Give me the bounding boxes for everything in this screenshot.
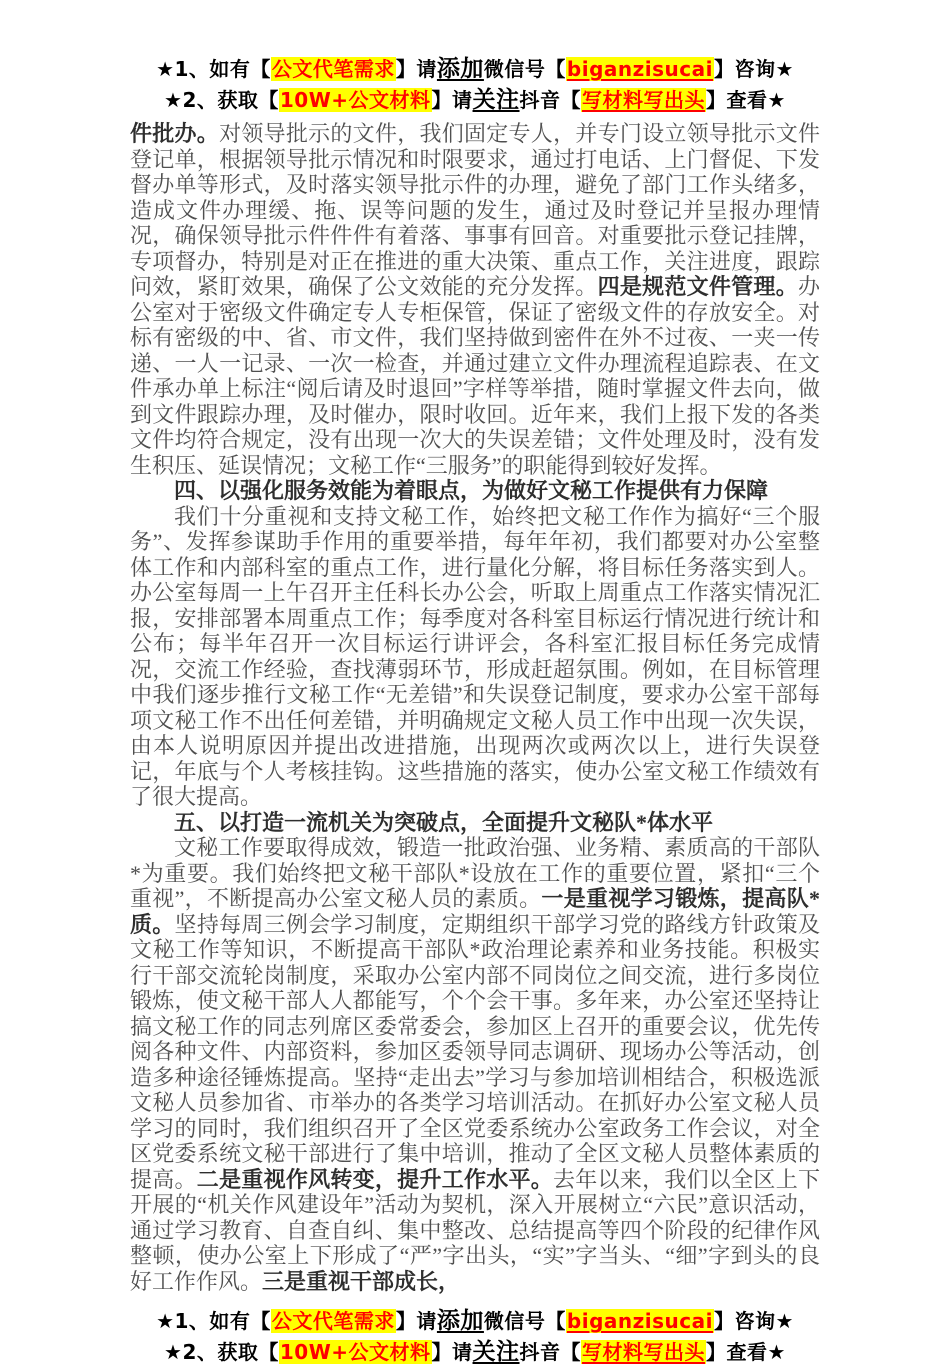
- section-heading-4: 四、以强化服务效能为着眼点，为做好文秘工作提供有力保障: [174, 478, 769, 503]
- ad2-douyin-id: 写材料写出头: [582, 88, 706, 112]
- section-5-paragraph: [130, 835, 820, 1294]
- ad1b-prefix: ★1、如有【: [156, 1309, 271, 1333]
- section-4-paragraph: 我们十分重视和支持文秘工作，始终把文秘工作作为搞好“三个服务”、发挥参谋助手作用的重要举措，每年年初，我们都要对办公室整体工作和内部科室的重点工作，进行量化分解，将目标任务落实到人。办公室每周一上午召开主任科长办公会，听取上周重点工作落实情况汇报，安排部署本周重点工作；每季度对各科室目标运行情况进行统计和公布；每半年召开一次目标运行讲评会，各科室汇报目标任务完成情况，交流工作经验，查找薄弱环节，形成赶超氛围。例如，在目标管理中我们逐步推行文秘工作“无差错”和失误登记制度，要求办公室干部每项文秘工作不出任何差错，并明确规定文秘人员工作中出现一次失误，由本人说明原因并提出改进措施，出现两次或两次以上，进行失误登记，年底与个人考核挂钩。这些措施的落实，使办公室文秘工作绩效有了很大提高。: [130, 503, 820, 809]
- ad1b-bracket: 】请: [395, 1309, 437, 1333]
- ad1-bracket: 】请: [395, 57, 437, 81]
- ad1-mid: 微信号【: [483, 57, 566, 81]
- ad-line-1-bottom: [130, 1306, 820, 1337]
- para3-bold-1: 一是重视学习锻炼，提高队*质。: [130, 886, 820, 937]
- ad-line-1: [130, 54, 820, 85]
- ad1-suffix: 】咨询★: [714, 57, 794, 81]
- para1-text-b: 办公室对于密级文件确定专人专柜保管，保证了密级文件的存放安全。对标有密级的中、省、市文件，我们坚持做到密件在外不过夜、一夹一传递、一人一记录、一次一检查，并通过建立文件办理流程追踪表、在文件承办单上标注“阅后请及时退回”字样等举措，随时掌握文件去向，做到文件跟踪办理，及时催办，限时收回。近年来，我们上报下发的各类文件均符合规定，没有出现一次大的失误差错；文件处理及时，没有发生积压、延误情况；文秘工作“三服务”的职能得到较好发挥。: [130, 274, 820, 478]
- ad1b-mid: 微信号【: [483, 1309, 566, 1333]
- ad2-highlight-material: 10W+公文材料: [279, 88, 431, 112]
- para1-text-a: 对领导批示的文件，我们固定专人，并专门设立领导批示文件登记单，根据领导批示情况和时限要求，通过打电话、上门督促、下发督办单等形式，及时落实领导批示件的办理，避免了部门工作头绪多，造成文件办理缓、拖、误等问题的发生，通过及时登记并呈报办理情况，确保领导批示件件件有着落、事事有回音。对重要批示登记挂牌，专项督办，特别是对正在推进的重大决策、重点工作，关注进度，跟踪问效，紧盯效果，确保了公文效能的充分发挥。: [130, 121, 820, 299]
- document-body: [130, 121, 820, 1294]
- para3-text-b: 坚持每周三例会学习制度，定期组织干部学习党的路线方针政策及文秘工作等知识，不断提高干部队*政治理论素养和业务技能。积极实行干部交流轮岗制度，采取办公室内部不同岗位之间交流，进行多岗位锻炼，使文秘干部人人都能写，个个会干事。多年来，办公室还坚持让搞文秘工作的同志列席区委常委会，参加区上召开的重要会议，优先传阅各种文件、内部资料，参加区委领导同志调研、现场办公等活动，创造多种途径锤炼提高。坚持“走出去”学习与参加培训相结合，积极选派文秘人员参加省、市举办的各类学习培训活动。在抓好办公室文秘人员学习的同时，我们组织召开了全区党委系统办公室政务工作会议，对全区党委系统文秘干部进行了集中培训，推动了全区文秘人员整体素质的提高。: [130, 911, 820, 1192]
- ad2b-douyin-id: 写材料写出头: [582, 1340, 706, 1364]
- continuation-paragraph: [130, 121, 820, 478]
- ad2-bracket: 】请: [431, 88, 473, 112]
- ad1-wechat-id: biganzisucai: [566, 57, 713, 81]
- ad-line-2-bottom: [130, 1337, 820, 1368]
- ad-line-2: [130, 85, 820, 116]
- para3-text-a: 文秘工作要取得成效，锻造一批政治强、业务精、素质高的干部队*为重要。我们始终把文秘干部队*设放在工作的重要位置，紧扣“三个重视”，不断提高办公室文秘人员的素质。: [130, 835, 820, 911]
- page-content: [130, 0, 820, 1368]
- ad1-highlight-service: 公文代笔需求: [271, 57, 395, 81]
- ad2b-suffix: 】查看★: [706, 1340, 786, 1364]
- para3-bold-3: 三是重视干部成长，: [262, 1268, 461, 1294]
- ad1b-suffix: 】咨询★: [714, 1309, 794, 1333]
- ad1b-underlined-action: 添加: [436, 1308, 484, 1334]
- ad2b-highlight-material: 10W+公文材料: [279, 1340, 431, 1364]
- ad2-prefix: ★2、获取【: [164, 88, 279, 112]
- ad1-underlined-action: 添加: [436, 56, 484, 82]
- ad2-underlined-action: 关注: [472, 87, 520, 113]
- ad1b-wechat-id: biganzisucai: [566, 1309, 713, 1333]
- ad2b-underlined-action: 关注: [472, 1339, 520, 1365]
- ad1-prefix: ★1、如有【: [156, 57, 271, 81]
- ad2-suffix: 】查看★: [706, 88, 786, 112]
- para1-bold-lead: 件批办。: [130, 121, 220, 146]
- para3-bold-2: 二是重视作风转变，提升工作水平。: [196, 1166, 554, 1192]
- ad1b-highlight-service: 公文代笔需求: [271, 1309, 395, 1333]
- ad-banner-top: [130, 54, 820, 116]
- ad2b-prefix: ★2、获取【: [164, 1340, 279, 1364]
- ad2b-bracket: 】请: [431, 1340, 473, 1364]
- para3-text-c: 去年以来，我们以全区上下开展的“机关作风建设年”活动为契机，深入开展树立“六民”意识活动，通过学习教育、自查自纠、集中整改、总结提高等四个阶段的纪律作风整顿，使办公室上下形成了“严”字出头，“实”字当头、“细”字到头的良好工作作风。: [130, 1166, 820, 1294]
- para1-bold-mid: 四是规范文件管理。: [597, 274, 798, 299]
- ad-banner-bottom: [130, 1306, 820, 1368]
- ad2b-mid: 抖音【: [519, 1340, 582, 1364]
- ad2-mid: 抖音【: [519, 88, 582, 112]
- section-heading-5: 五、以打造一流机关为突破点，全面提升文秘队*体水平: [174, 809, 714, 835]
